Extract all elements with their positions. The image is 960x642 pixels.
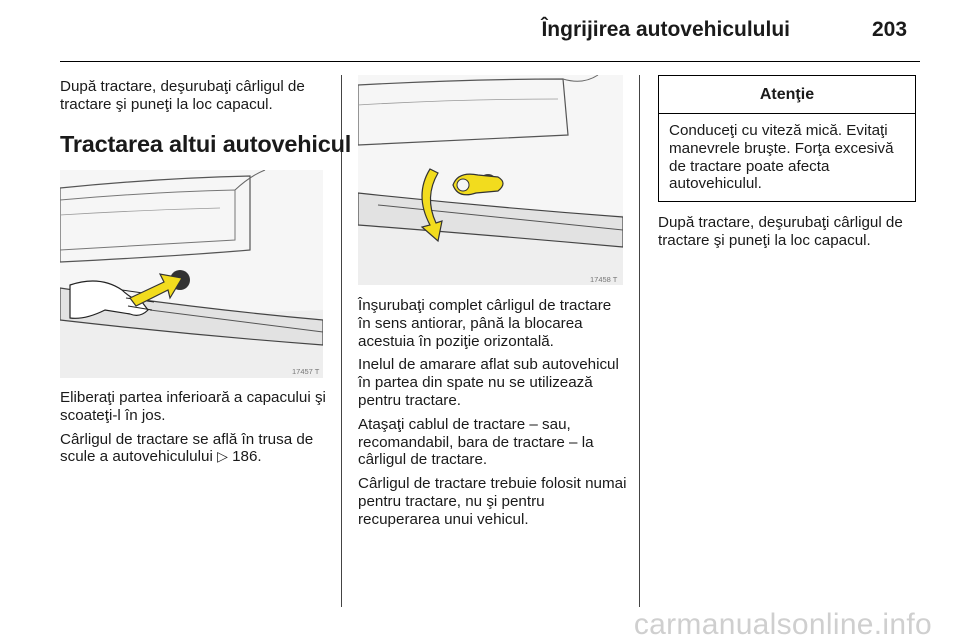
figure-number-1: 17457 T — [292, 367, 320, 376]
col1-para2 — [60, 431, 335, 467]
watermark: carmanualsonline.info — [633, 608, 932, 641]
column-divider-2 — [639, 75, 640, 607]
warning-title: Atenţie — [659, 76, 915, 114]
col2-para1: Înşurubaţi complet cârligul de tractare în sens antiorar, până la blocarea acestuia în poziţie orizontală. — [358, 297, 612, 350]
header-divider — [60, 61, 920, 62]
col1-para2-ref: 186. — [232, 448, 262, 466]
col1-body — [60, 389, 335, 472]
col3-para1: După tractare, deşurubaţi cârligul de tractare şi puneţi la loc capacul. — [658, 214, 903, 249]
page-number: 203 — [872, 18, 908, 41]
warning-box — [658, 75, 916, 202]
col1-para1: Eliberaţi partea inferioară a capacului şi scoateţi-l în jos. — [60, 389, 326, 424]
col1-intro-text: După tractare, deşurubaţi cârligul de tractare şi puneţi la loc capacul. — [60, 78, 305, 113]
warning-text: Conduceţi cu viteză mică. Evitaţi manevrele bruşte. Forţa excesivă de tractare poate afecta autovehiculul. — [669, 122, 894, 193]
col2-para3: Ataşaţi cablul de tractare – sau, recomandabil, bara de tractare – la cârligul de tractare. — [358, 415, 594, 469]
figure-remove-cover-illustration — [60, 170, 323, 378]
page-reference-icon: ▷ — [217, 448, 228, 465]
page-header-title: Îngrijirea autovehiculului — [541, 18, 790, 41]
col1-intro — [60, 78, 330, 120]
figure-screw-hook-illustration — [358, 75, 623, 285]
col2-para2: Inelul de amarare aflat sub autovehicul în partea din spate nu se utilizează pentru tractare. — [358, 356, 619, 409]
col2-para4: Cârligul de tractare trebuie folosit numai pentru tractare, nu şi pentru recuperarea unui vehicul. — [358, 475, 627, 528]
col1-para2-text: Cârligul de tractare se află în trusa de scule a autovehiculului — [60, 430, 314, 466]
figure-remove-cover — [60, 170, 323, 378]
col3-body — [658, 214, 923, 256]
section-heading: Tractarea altui autovehicul — [60, 131, 352, 157]
col2-body — [358, 297, 628, 535]
figure-number-2: 17458 T — [590, 275, 618, 284]
figure-screw-hook — [358, 75, 623, 285]
